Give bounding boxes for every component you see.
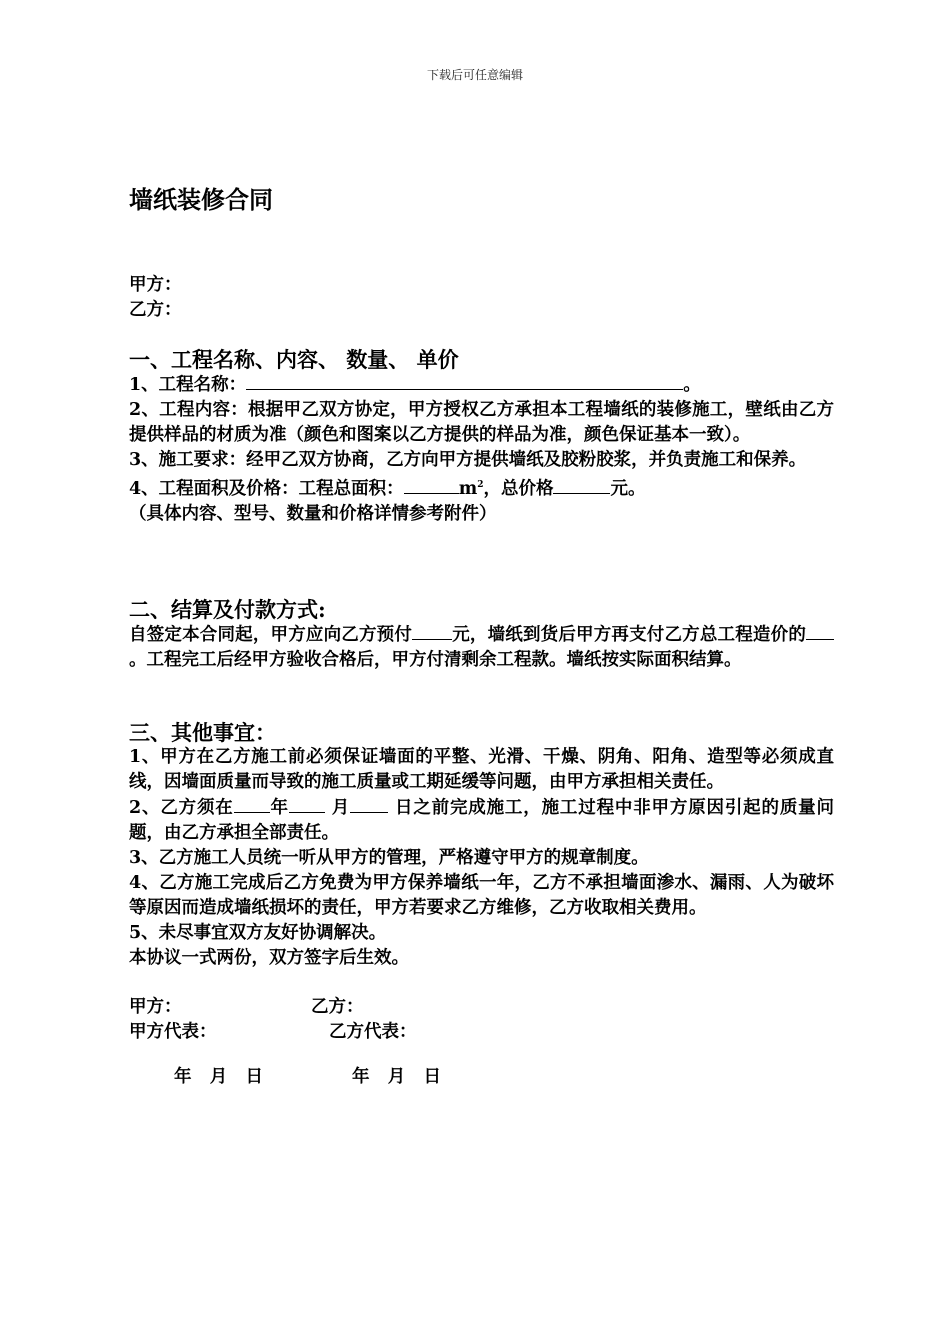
document-title: 墙纸装修合同 [129,185,273,214]
section-2 [129,597,834,673]
project-name-line [129,372,834,398]
area-unit-sup: 2 [477,480,484,490]
area-price-label: 4、工程面积及价格：工程总面积： [129,478,404,499]
deadline-day-blank[interactable] [350,795,388,813]
section-1 [129,347,834,527]
page-header: 下载后可任意编辑 [426,68,523,82]
total-price-unit: 元。 [610,478,646,499]
project-name-end: 。 [683,375,701,395]
parties-block [129,273,834,323]
deadline-year-label: 年 [269,798,289,818]
signature-date-row [129,1065,834,1090]
total-price-label: ，总价格 [483,478,554,499]
signature-rep-row [129,1020,834,1045]
signature-rep-a: 甲方代表： [129,1022,217,1042]
closing-statement: 本协议一式两份，双方签字后生效。 [129,948,409,968]
payment-text-c: 。工程完工后经甲方验收合格后，甲方付清剩余工程款。墙纸按实际面积结算。 [129,650,742,670]
signature-rep-b: 乙方代表： [329,1022,417,1042]
other-item-1: 1、甲方在乙方施工前必须保证墙面的平整、光滑、干燥、阴角、阳角、造型等必须成直线，因墙面质量而导致的施工质量或工期延缓等问题，由甲方承担相关责任。 [129,747,834,792]
party-a-label: 甲方： [129,275,182,295]
signature-party-b: 乙方： [311,997,364,1017]
percentage-blank[interactable] [806,622,834,640]
project-name-blank[interactable] [246,372,683,390]
signature-party-a: 甲方： [129,997,182,1017]
deadline-month-blank[interactable] [289,795,325,813]
prepayment-blank[interactable] [412,622,452,640]
area-blank[interactable] [404,476,459,494]
signature-date-a: 年 月 日 [174,1067,264,1087]
party-b-label: 乙方： [129,300,182,320]
other-item-3: 3、乙方施工人员统一听从甲方的管理，严格遵守甲方的规章制度。 [129,848,649,868]
section-3-heading: 三、其他事宜： [129,720,276,745]
construction-requirements: 3、施工要求：经甲乙双方协商，乙方向甲方提供墙纸及胶粉胶浆，并负责施工和保养。 [129,450,807,470]
deadline-text-b: 日之前完成施工，施工过程中非甲方原因引起的质量问题，由乙方承担全部责任。 [129,798,834,843]
payment-text-b: 元，墙纸到货后甲方再支付乙方总工程造价的 [452,625,807,645]
payment-text-a: 自签定本合同起，甲方应向乙方预付 [129,625,413,645]
payment-terms [129,622,834,673]
other-item-5: 5、未尽事宜双方友好协调解决。 [129,923,387,943]
other-item-2 [129,795,834,846]
section-1-heading: 一、工程名称、内容、 数量、 单价 [129,347,459,372]
project-content: 2、工程内容：根据甲乙双方协定，甲方授权乙方承担本工程墙纸的装修施工，壁纸由乙方提供样品的材质为准（颜色和图案以乙方提供的样品为准，颜色保证基本一致）。 [129,400,834,445]
attachment-note: （具体内容、型号、数量和价格详情参考附件） [129,503,497,524]
project-name-label: 1、工程名称： [129,375,247,395]
signature-party-row [129,995,834,1020]
area-price-line [129,473,834,502]
area-unit: m [458,478,478,499]
signature-date-b: 年 月 日 [352,1067,442,1087]
deadline-text-a: 2、乙方须在 [129,798,234,818]
signature-block [129,995,834,1090]
other-item-4: 4、乙方施工完成后乙方免费为甲方保养墙纸一年，乙方不承担墙面渗水、漏雨、人为破坏等原因而造成墙纸损坏的责任，甲方若要求乙方维修，乙方收取相关费用。 [129,873,834,918]
deadline-month-label: 月 [324,798,351,818]
section-2-heading: 二、结算及付款方式: [129,597,326,622]
total-price-blank[interactable] [553,476,610,494]
section-3 [129,720,834,971]
deadline-year-blank[interactable] [234,795,270,813]
